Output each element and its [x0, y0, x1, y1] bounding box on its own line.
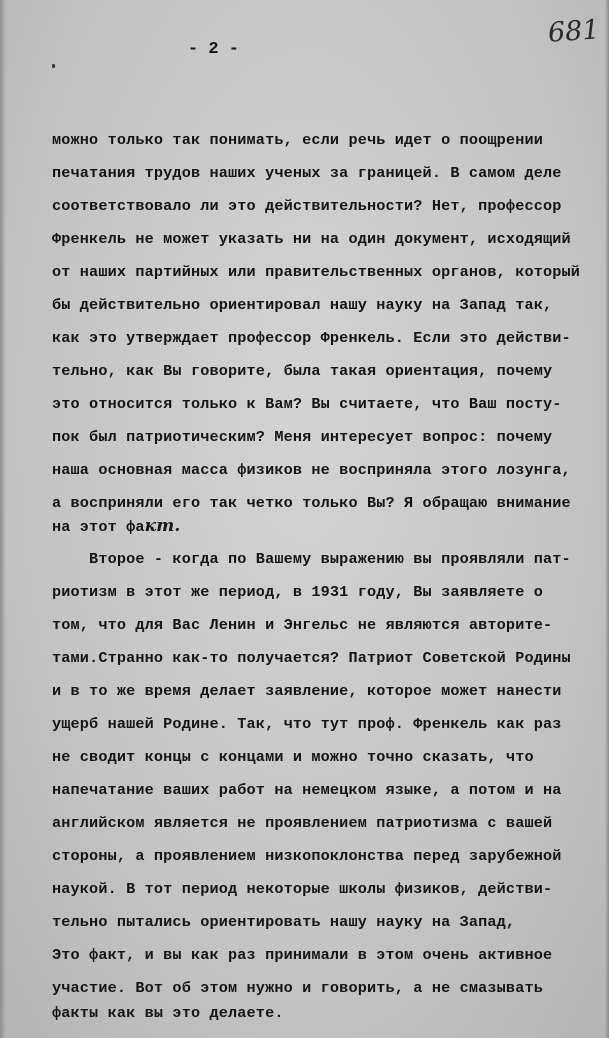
text-line: пок был патриотическим? Меня интересует вопрос: почему [52, 428, 553, 446]
text-line: том, что для Вас Ленин и Энгельс не являются авторите- [52, 616, 553, 634]
text-line: а восприняли его так четко только Вы? Я обращаю внимание [52, 494, 571, 512]
text-line: наша основная масса физиков не восприняла этого лозунга, [52, 461, 571, 479]
ink-speck [52, 64, 55, 68]
text-line: это относится только к Вам? Вы считаете, что Ваш посту- [52, 395, 562, 413]
text-line: как это утверждает профессор Френкель. Если это действи- [52, 329, 571, 347]
text-line: тельно, как Вы говорите, была такая ориентация, почему [52, 362, 553, 380]
text-line: риотизм в этот же период, в 1931 году, Вы заявляете о [52, 583, 543, 601]
scan-edge-right [605, 0, 609, 1038]
text-line: и в то же время делает заявление, которое может нанести [52, 682, 562, 700]
text-line-text: на этот фа [52, 518, 145, 536]
text-line: стороны, а проявлением низкопоклонства перед зарубежной [52, 847, 562, 865]
text-line: от наших партийных или правительственных органов, который [52, 263, 581, 281]
text-line: Это факт, и вы как раз принимали в этом очень активное [52, 946, 553, 964]
text-line: наукой. В тот период некоторые школы физиков, действи- [52, 880, 553, 898]
text-line: Второе - когда по Вашему выражению вы проявляли пат- [52, 550, 571, 568]
text-line: тельно пытались ориентировать нашу науку на Запад, [52, 913, 516, 931]
archive-folio-number: 681 [546, 14, 601, 49]
text-line: бы действительно ориентировал нашу науку на Запад так, [52, 296, 553, 314]
text-line: можно только так понимать, если речь идет о поощрении [52, 131, 543, 149]
text-line: соответствовало ли это действительности? Нет, профессор [52, 197, 562, 215]
text-line: участие. Вот об этом нужно и говорить, а не смазывать [52, 979, 543, 997]
text-line: английском является не проявлением патриотизма с вашей [52, 814, 553, 832]
text-line: ущерб нашей Родине. Так, что тут проф. Френкель как раз [52, 715, 562, 733]
text-line-last [52, 516, 181, 537]
text-line: печатания трудов наших ученых за границей. В самом деле [52, 164, 562, 182]
text-line: не сводит концы с концами и можно точно сказать, что [52, 748, 534, 766]
page-number: - 2 - [188, 40, 240, 59]
text-line: Френкель не может указать ни на один документ, исходящий [52, 230, 571, 248]
text-line: тами.Странно как-то получается? Патриот Советской Родины [52, 649, 571, 667]
text-line: напечатание ваших работ на немецком языке, а потом и на [52, 781, 562, 799]
scan-edge-left [0, 0, 6, 1038]
handwritten-correction: кт. [144, 516, 181, 536]
text-line: факты как вы это делаете. [52, 1004, 284, 1022]
